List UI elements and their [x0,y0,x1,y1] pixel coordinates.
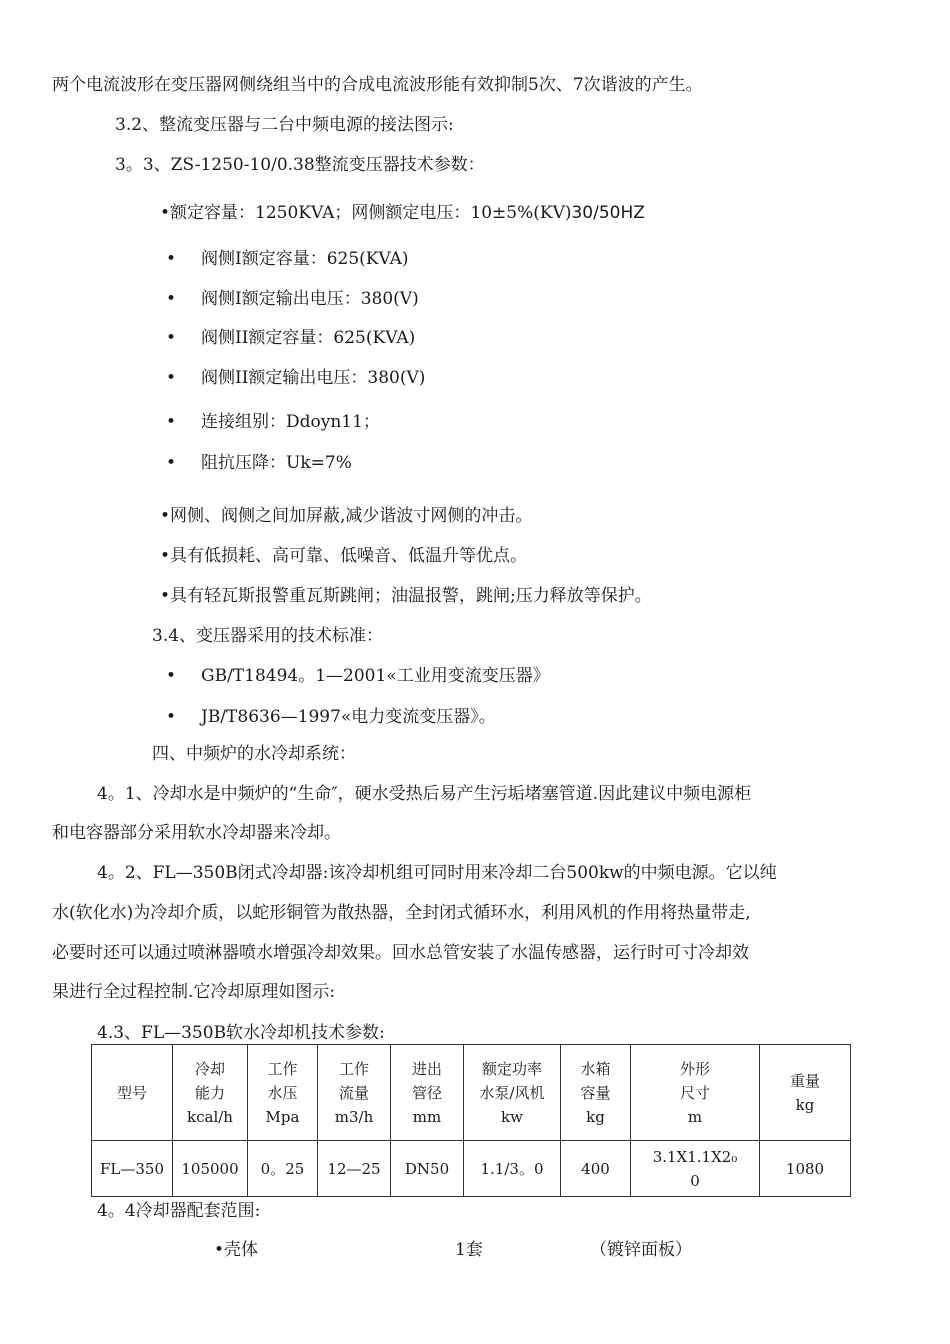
heading-3-3: 3。3、ZS-1250-10/0.38整流变压器技术参数： [115,155,485,175]
header-line: 水压 [267,1083,298,1102]
header-line: 能力 [194,1083,225,1102]
spec-item: 阻抗压降：Uk=7% [201,453,352,473]
header-line: 工作 [267,1059,298,1078]
table-header-cell [92,1045,173,1141]
header-line: m [687,1107,703,1126]
dimension-line: 0 [690,1171,700,1190]
paragraph-4-1: 4。1、冷却水是中频炉的“生命″，硬水受热后易产生污垢堵塞管道.因此建议中频电源柜 [97,784,752,804]
heading-3-2: 3.2、整流变压器与二台中频电源的接法图示: [115,115,454,135]
header-line: kcal/h [187,1107,233,1126]
bullet-icon: • [166,289,177,309]
table-header-cell [760,1045,851,1141]
paragraph-4-2-cont: 水(软化水)为冷却介质，以蛇形铜管为散热器，全封闭式循环水，利用风机的作用将热量带走, [52,903,751,923]
header-line: 水箱 [580,1059,611,1078]
feature-shielding: •网侧、阀侧之间加屏蔽,减少谐波寸网侧的冲击。 [160,506,533,526]
table-header-cell [464,1045,561,1141]
table-header-cell [318,1045,391,1141]
dimension-line: 3.1X1.1X2₀ [652,1147,738,1166]
table-cell: 400 [561,1141,631,1197]
paragraph-4-2: 4。2、FL—350B闭式冷却器:该冷却机组可同时用来冷却二台500kw的中频电源。它以纯 [97,863,777,883]
paragraph-intro-tail: 两个电流波形在变压器网侧绕组当中的合成电流波形能有效抑制5次、7次谐波的产生。 [52,75,703,95]
header-line: 冷却 [194,1059,225,1078]
table-cell: 0。25 [248,1141,318,1197]
table-cell: 1080 [760,1141,851,1197]
bullet-icon: • [166,249,177,269]
paragraph-4-1-cont: 和电容器部分采用软水冷却器来冷却。 [52,823,341,843]
table-header-cell [391,1045,464,1141]
feature-protection: •具有轻瓦斯报警重瓦斯跳闸；油温报警，跳闸;压力释放等保护。 [160,586,652,606]
header-line: 水泵/风机 [479,1083,545,1102]
header-line: Mpa [265,1107,300,1126]
table-row [92,1141,851,1197]
bullet-icon: • [166,328,177,348]
standard-item: JB/T8636—1997«电力变流变压器》。 [201,707,496,727]
bullet-icon: • [166,666,177,686]
table-cell: FL—350 [92,1141,173,1197]
table-header-cell [248,1045,318,1141]
header-line: kg [586,1107,605,1126]
scope-item-note: （镀锌面板） [590,1240,692,1260]
header-line: mm [412,1107,442,1126]
header-line: 流量 [338,1083,369,1102]
scope-item-quantity: 1套 [455,1240,483,1260]
spec-rated-text: •额定容量：1250KVA；网侧额定电压：10±5%(KV) [160,203,572,223]
spec-item: 阀侧I额定输出电压：380(V) [201,289,419,309]
table-cell: 1.1/3。0 [464,1141,561,1197]
table-cell: 12—25 [318,1141,391,1197]
header-line: 工作 [338,1059,369,1078]
bullet-icon: • [166,707,177,727]
header-line: 额定功率 [481,1059,542,1078]
table-cell: DN50 [391,1141,464,1197]
header-line: 外形 [679,1059,710,1078]
bullet-icon: • [166,453,177,473]
table-header-row [92,1045,851,1141]
spec-item: 阀侧II额定输出电压：380(V) [201,368,426,388]
spec-item: 阀侧I额定容量：625(KVA) [201,249,409,269]
cooler-spec-table [91,1044,851,1197]
heading-4-4: 4。4冷却器配套范围: [97,1201,261,1221]
header-line: 容量 [580,1083,611,1102]
bullet-icon: • [166,412,177,432]
header-line: kg [795,1095,815,1114]
spec-item: 连接组别：Ddoyn11； [201,412,380,432]
spec-rated-hz: 30/50HZ [571,203,645,223]
table-header-cell [561,1045,631,1141]
heading-4: 四、中频炉的水冷却系统： [152,744,356,764]
table-header-cell [173,1045,248,1141]
spec-rated-capacity [160,201,645,225]
header-line: kw [501,1107,523,1126]
header-line: m3/h [334,1107,374,1126]
paragraph-4-2-cont: 果进行全过程控制.它冷却原理如图示: [52,982,336,1002]
header-line: 尺寸 [679,1083,710,1102]
paragraph-4-2-cont: 必要时还可以通过喷淋器喷水增强冷却效果。回水总管安装了水温传感器，运行时可寸冷却效 [52,943,749,963]
header-line: 重量 [789,1071,820,1090]
standard-item: GB/T18494。1—2001«工业用变流变压器》 [201,666,550,686]
header-line: 管径 [411,1083,442,1102]
bullet-icon: • [166,368,177,388]
table-cell: 105000 [173,1141,248,1197]
heading-3-4: 3.4、变压器采用的技术标准： [152,626,384,646]
table-header-cell [631,1045,760,1141]
header-line: 进出 [411,1059,442,1078]
header-line: 型号 [116,1083,147,1102]
spec-item: 阀侧II额定容量：625(KVA) [201,328,416,348]
table-cell [631,1141,760,1197]
heading-4-3: 4.3、FL—350B软水冷却机技术参数: [97,1023,385,1043]
feature-low-loss: •具有低损耗、高可靠、低噪音、低温升等优点。 [160,546,528,566]
scope-item-name: •壳体 [214,1240,259,1260]
